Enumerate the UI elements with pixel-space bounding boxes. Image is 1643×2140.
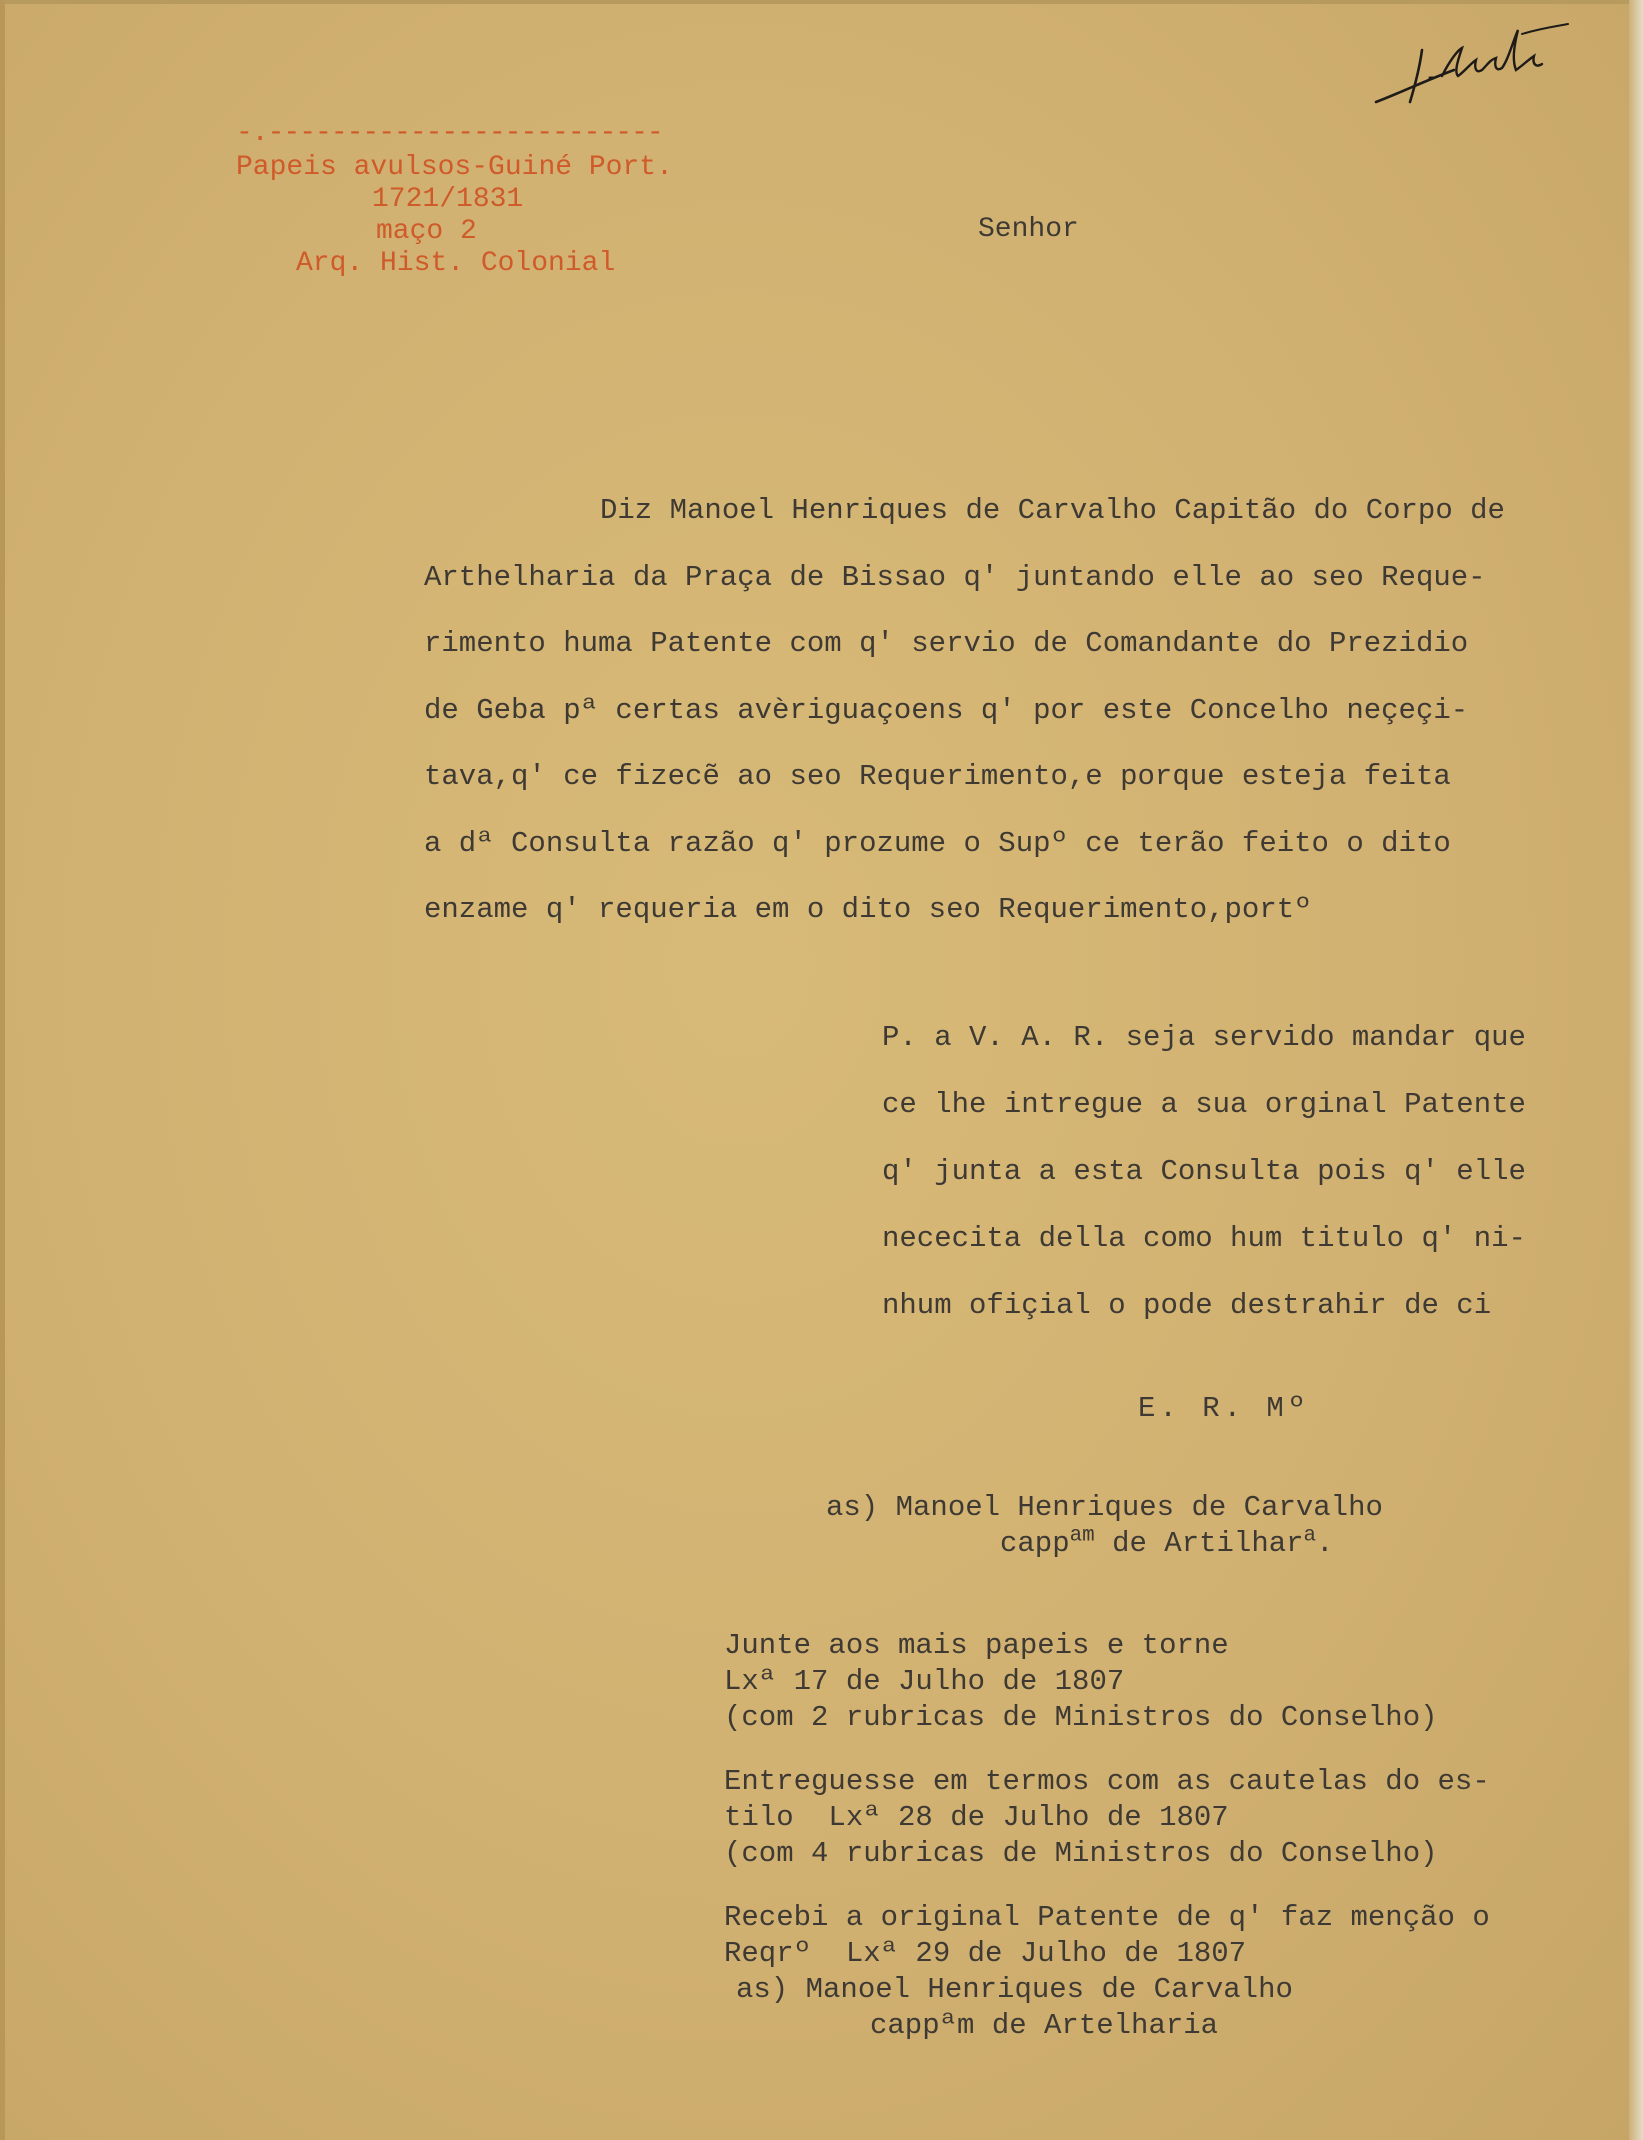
- note-line: tilo Lxª 28 de Julho de 1807: [724, 1801, 1229, 1834]
- stamp-line-3: maço 2: [376, 216, 477, 247]
- note-line: Entreguesse em termos com as cautelas do es-: [724, 1765, 1490, 1798]
- rank-sup-2: a: [1303, 1524, 1317, 1548]
- note-line: Lxª 17 de Julho de 1807: [724, 1665, 1125, 1698]
- signature-name: as) Manoel Henriques de Carvalho: [826, 1491, 1383, 1524]
- paper-right-edge: [1629, 0, 1643, 2140]
- closing-formula: E. R. Mº: [1138, 1392, 1310, 1425]
- body-line: a dª Consulta razão q' prozume o Supº ce terão feito o dito: [424, 826, 1451, 860]
- handwritten-signature: [1372, 20, 1572, 110]
- note-line: as) Manoel Henriques de Carvalho: [736, 1973, 1293, 2006]
- petition-line: nececita della como hum titulo q' ni-: [882, 1222, 1526, 1255]
- note-3: [724, 1900, 1490, 2044]
- dispatch-notes: [724, 1628, 1490, 2044]
- note-2: [724, 1764, 1490, 1872]
- paper-top-edge: [0, 0, 1643, 4]
- note-line: Recebi a original Patente de q' faz menção o: [724, 1901, 1490, 1934]
- body-line: tava,q' ce fizecẽ ao seo Requerimento,e porque esteja feita: [424, 760, 1451, 793]
- petition-line: q' junta a esta Consulta pois q' elle: [882, 1155, 1526, 1188]
- salutation: Senhor: [978, 214, 1079, 245]
- note-line: (com 2 rubricas de Ministros do Conselho): [724, 1701, 1438, 1734]
- body-line: rimento huma Patente com q' servio de Comandante do Prezidio: [424, 627, 1469, 660]
- rank-sup: am: [1069, 1524, 1095, 1548]
- petition-line: P. a V. A. R. seja servido mandar que: [882, 1021, 1526, 1054]
- rank-text-mid: de Artilhar: [1094, 1527, 1304, 1560]
- signature-block: [826, 1490, 1383, 1562]
- signature-rank: [826, 1526, 1383, 1562]
- stamp-line-4: Arq. Hist. Colonial: [296, 248, 616, 279]
- petition-body: [424, 478, 1634, 944]
- petition-request: [882, 1004, 1526, 1339]
- petition-line: nhum ofiçial o pode destrahir de ci: [882, 1289, 1492, 1322]
- body-line: Arthelharia da Praça de Bissao q' juntando elle ao seo Reque-: [424, 560, 1486, 594]
- note-line: Reqrº Lxª 29 de Julho de 1807: [724, 1937, 1247, 1970]
- petition-line: ce lhe intregue a sua orginal Patente: [882, 1088, 1526, 1121]
- note-line: Junte aos mais papeis e torne: [724, 1629, 1229, 1662]
- note-gap: [724, 1736, 1490, 1764]
- body-line: Diz Manoel Henriques de Carvalho Capitão do Corpo de: [600, 494, 1505, 527]
- stamp-line-2: 1721/1831: [372, 184, 524, 215]
- note-line: (com 4 rubricas de Ministros do Conselho): [724, 1837, 1438, 1870]
- paper-left-edge: [0, 0, 5, 2140]
- stamp-line-1: Papeis avulsos-Guiné Port.: [236, 152, 673, 183]
- note-line: cappªm de Artelharia: [870, 2009, 1219, 2042]
- stamp-dash-line: -.-------------------------: [236, 118, 663, 149]
- body-line: enzame q' requeria em o dito seo Requerimento,portº: [424, 893, 1312, 926]
- note-gap: [724, 1872, 1490, 1900]
- rank-text-pre: capp: [1000, 1527, 1070, 1560]
- rank-text-end: .: [1316, 1527, 1334, 1560]
- body-line: de Geba pª certas avèriguaçoens q' por este Concelho neçeçi-: [424, 693, 1469, 727]
- note-1: [724, 1628, 1490, 1736]
